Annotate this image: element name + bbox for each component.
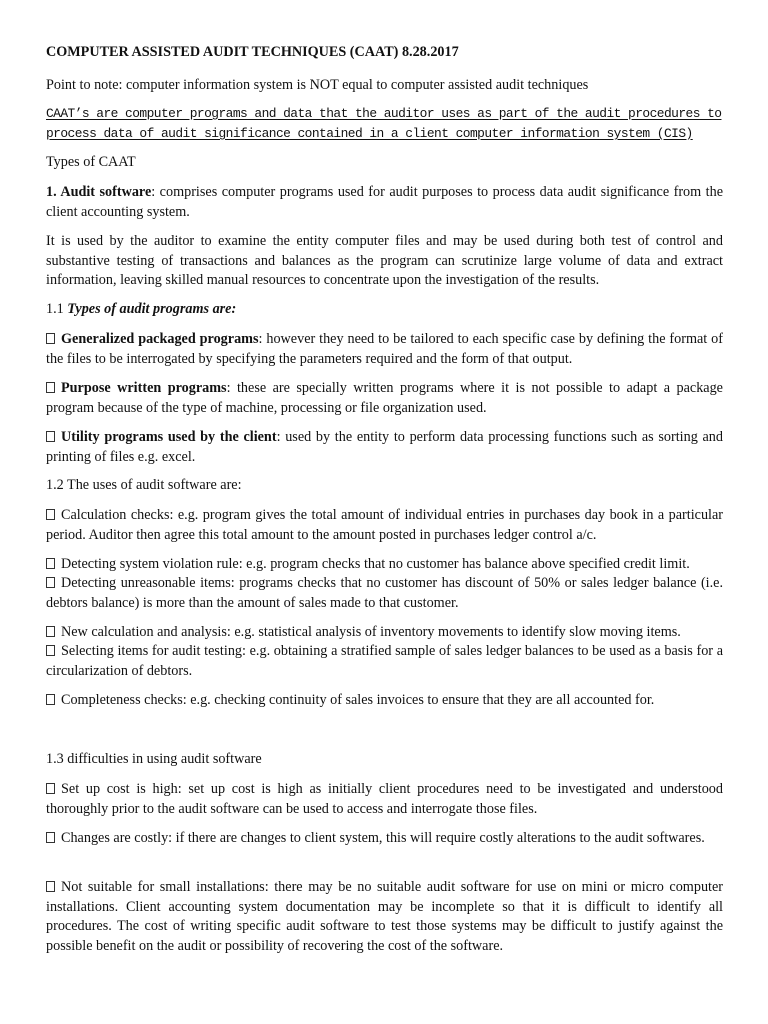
use-item-text: Calculation checks: e.g. program gives the total amount of individual entries in purchases day book in a particular period. Auditor then agree this total amount to the amount posted in purchases ledger control a/c.: [46, 507, 723, 543]
checkbox-bullet-icon: [46, 431, 55, 442]
section-1-3-heading: 1.3 difficulties in using audit software: [46, 751, 262, 767]
use-item-text: New calculation and analysis: e.g. statistical analysis of inventory movements to identify slow moving items.: [61, 624, 681, 640]
checkbox-bullet-icon: [46, 509, 55, 520]
program-type-text: : used by the entity to perform data processing functions such as sorting and printing of files e.g. excel.: [46, 429, 723, 465]
difficulty-item: [46, 829, 723, 849]
program-type-text: : however they need to be tailored to each specific case by defining the format of the files to be interrogated by specifying the parameters required and the form of that output.: [46, 331, 723, 367]
point-to-note: Point to note: computer information system is NOT equal to computer assisted audit techniques: [46, 77, 589, 93]
program-type-item: [46, 330, 723, 369]
use-item: [46, 574, 723, 613]
use-item: [46, 691, 723, 711]
program-type-label: Purpose written programs: [61, 380, 227, 396]
types-heading: Types of CAAT: [46, 154, 136, 170]
program-type-text: : these are specially written programs where it is not possible to adapt a package program because of the type of machine, processing or file organization used.: [46, 380, 723, 416]
section-1-1-heading: [46, 300, 723, 320]
audit-software-label: 1. Audit software: [46, 184, 152, 200]
use-item: [46, 642, 723, 681]
program-type-item: [46, 379, 723, 418]
checkbox-bullet-icon: [46, 382, 55, 393]
use-item-text: Detecting unreasonable items: programs checks that no customer has discount of 50% or sales ledger balance (i.e. debtors balance) is more than the amount of sales made to that customer.: [46, 575, 723, 611]
use-item-text: Detecting system violation rule: e.g. program checks that no customer has balance above specified credit limit.: [61, 556, 690, 572]
caat-definition: CAAT’s are computer programs and data that the auditor uses as part of the audit procedures to process data of audit significance contained in a client computer information system (CIS): [46, 106, 722, 141]
use-item: [46, 623, 723, 643]
difficulty-item: [46, 878, 723, 956]
checkbox-bullet-icon: [46, 694, 55, 705]
difficulty-item: [46, 780, 723, 819]
checkbox-bullet-icon: [46, 626, 55, 637]
program-type-label: Generalized packaged programs: [61, 331, 259, 347]
checkbox-bullet-icon: [46, 577, 55, 588]
difficulty-item-text: Changes are costly: if there are changes to client system, this will require costly alterations to the audit softwares.: [61, 830, 705, 846]
checkbox-bullet-icon: [46, 832, 55, 843]
audit-software-text: : comprises computer programs used for audit purposes to process data audit significance from the client accounting system.: [46, 184, 723, 220]
section-1-2-heading: 1.2 The uses of audit software are:: [46, 477, 242, 493]
use-item: [46, 555, 723, 575]
use-item-text: Selecting items for audit testing: e.g. obtaining a stratified sample of sales ledger balances to be used as a basis for a circularization of debtors.: [46, 643, 723, 679]
checkbox-bullet-icon: [46, 333, 55, 344]
audit-software-paragraph: [46, 183, 723, 222]
usage-paragraph: It is used by the auditor to examine the entity computer files and may be used during both test of control and substantive testing of transactions and balances as the program can scrutinize large volume of data and extract information, leaving skilled manual resources to concentrate upon the investigation of the results.: [46, 233, 723, 288]
difficulty-item-text: Set up cost is high: set up cost is high as initially client procedures need to be investigated and understood thoroughly prior to the audit software can be used to access and interrogate those files.: [46, 781, 723, 817]
checkbox-bullet-icon: [46, 558, 55, 569]
use-item: [46, 506, 723, 545]
section-1-1-number: 1.1: [46, 301, 68, 317]
difficulty-item-text: Not suitable for small installations: there may be no suitable audit software for use on mini or micro computer installations. Client accounting system documentation may be incomplete so that it is difficult to identify all procedures. The cost of writing specific audit software to test those systems may be difficult to justify against the possible benefit on the audit or possibility of recovering the cost of the software.: [46, 879, 723, 954]
program-type-label: Utility programs used by the client: [61, 429, 277, 445]
checkbox-bullet-icon: [46, 783, 55, 794]
use-item-text: Completeness checks: e.g. checking continuity of sales invoices to ensure that they are all accounted for.: [61, 692, 655, 708]
checkbox-bullet-icon: [46, 645, 55, 656]
checkbox-bullet-icon: [46, 881, 55, 892]
page-title: COMPUTER ASSISTED AUDIT TECHNIQUES (CAAT) 8.28.2017: [46, 44, 459, 60]
program-type-item: [46, 428, 723, 467]
section-1-1-title: Types of audit programs are:: [67, 301, 237, 317]
